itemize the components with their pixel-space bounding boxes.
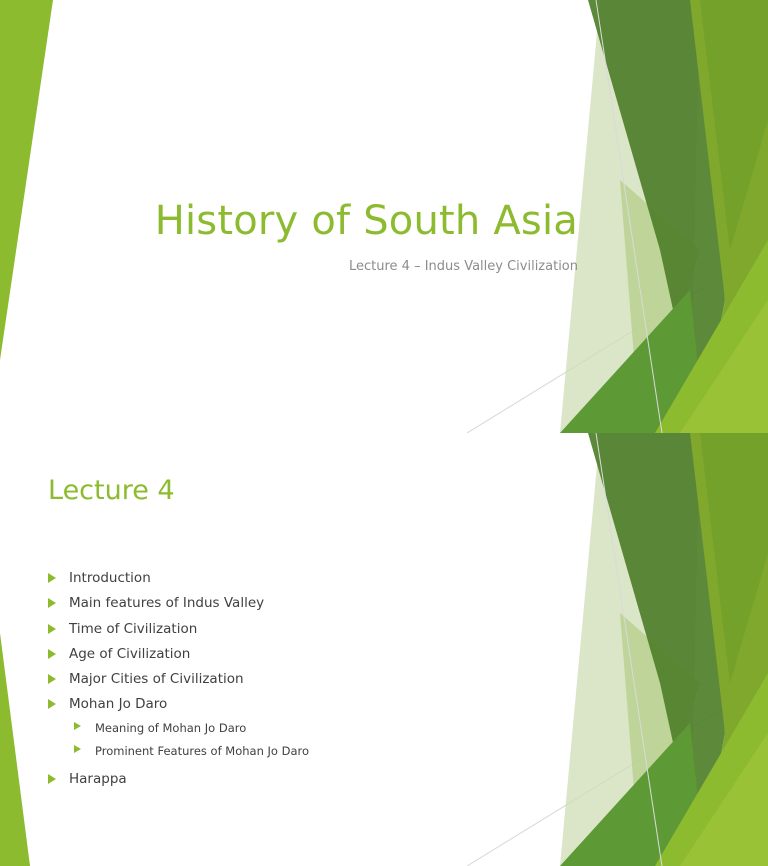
triangle-right-icon xyxy=(48,573,56,583)
sub-list-item xyxy=(74,719,309,743)
slide-title: Lecture 4 xyxy=(48,475,175,506)
list-item xyxy=(48,620,309,645)
list-item-label: Major Cities of Civilization xyxy=(69,671,244,688)
list-item xyxy=(48,670,309,695)
list-item xyxy=(48,770,309,795)
triangle-right-icon xyxy=(74,745,81,753)
list-item-label: Prominent Features of Mohan Jo Daro xyxy=(95,744,310,759)
list-item-label: Harappa xyxy=(69,770,127,787)
list-item xyxy=(48,645,309,670)
presentation-subtitle: Lecture 4 – Indus Valley Civilization xyxy=(349,259,578,274)
list-item-label: Meaning of Mohan Jo Daro xyxy=(95,720,247,735)
list-item xyxy=(48,695,309,720)
presentation-title: History of South Asia xyxy=(154,198,578,244)
agenda-slide xyxy=(0,433,768,866)
triangle-right-icon xyxy=(48,624,56,634)
agenda-list xyxy=(48,569,309,795)
triangle-right-icon xyxy=(48,774,56,784)
triangle-right-icon xyxy=(48,699,56,709)
list-item xyxy=(48,569,309,594)
list-item-label: Time of Civilization xyxy=(69,620,198,637)
list-item xyxy=(48,594,309,619)
list-item-label: Introduction xyxy=(69,570,151,586)
sub-list-item xyxy=(74,742,309,766)
list-item-label: Mohan Jo Daro xyxy=(69,696,168,713)
list-item-label: Age of Civilization xyxy=(69,645,191,662)
triangle-right-icon xyxy=(48,598,56,608)
triangle-right-icon xyxy=(48,674,56,684)
triangle-right-icon xyxy=(48,649,56,659)
list-item-label: Main features of Indus Valley xyxy=(69,595,265,612)
triangle-right-icon xyxy=(74,722,81,730)
